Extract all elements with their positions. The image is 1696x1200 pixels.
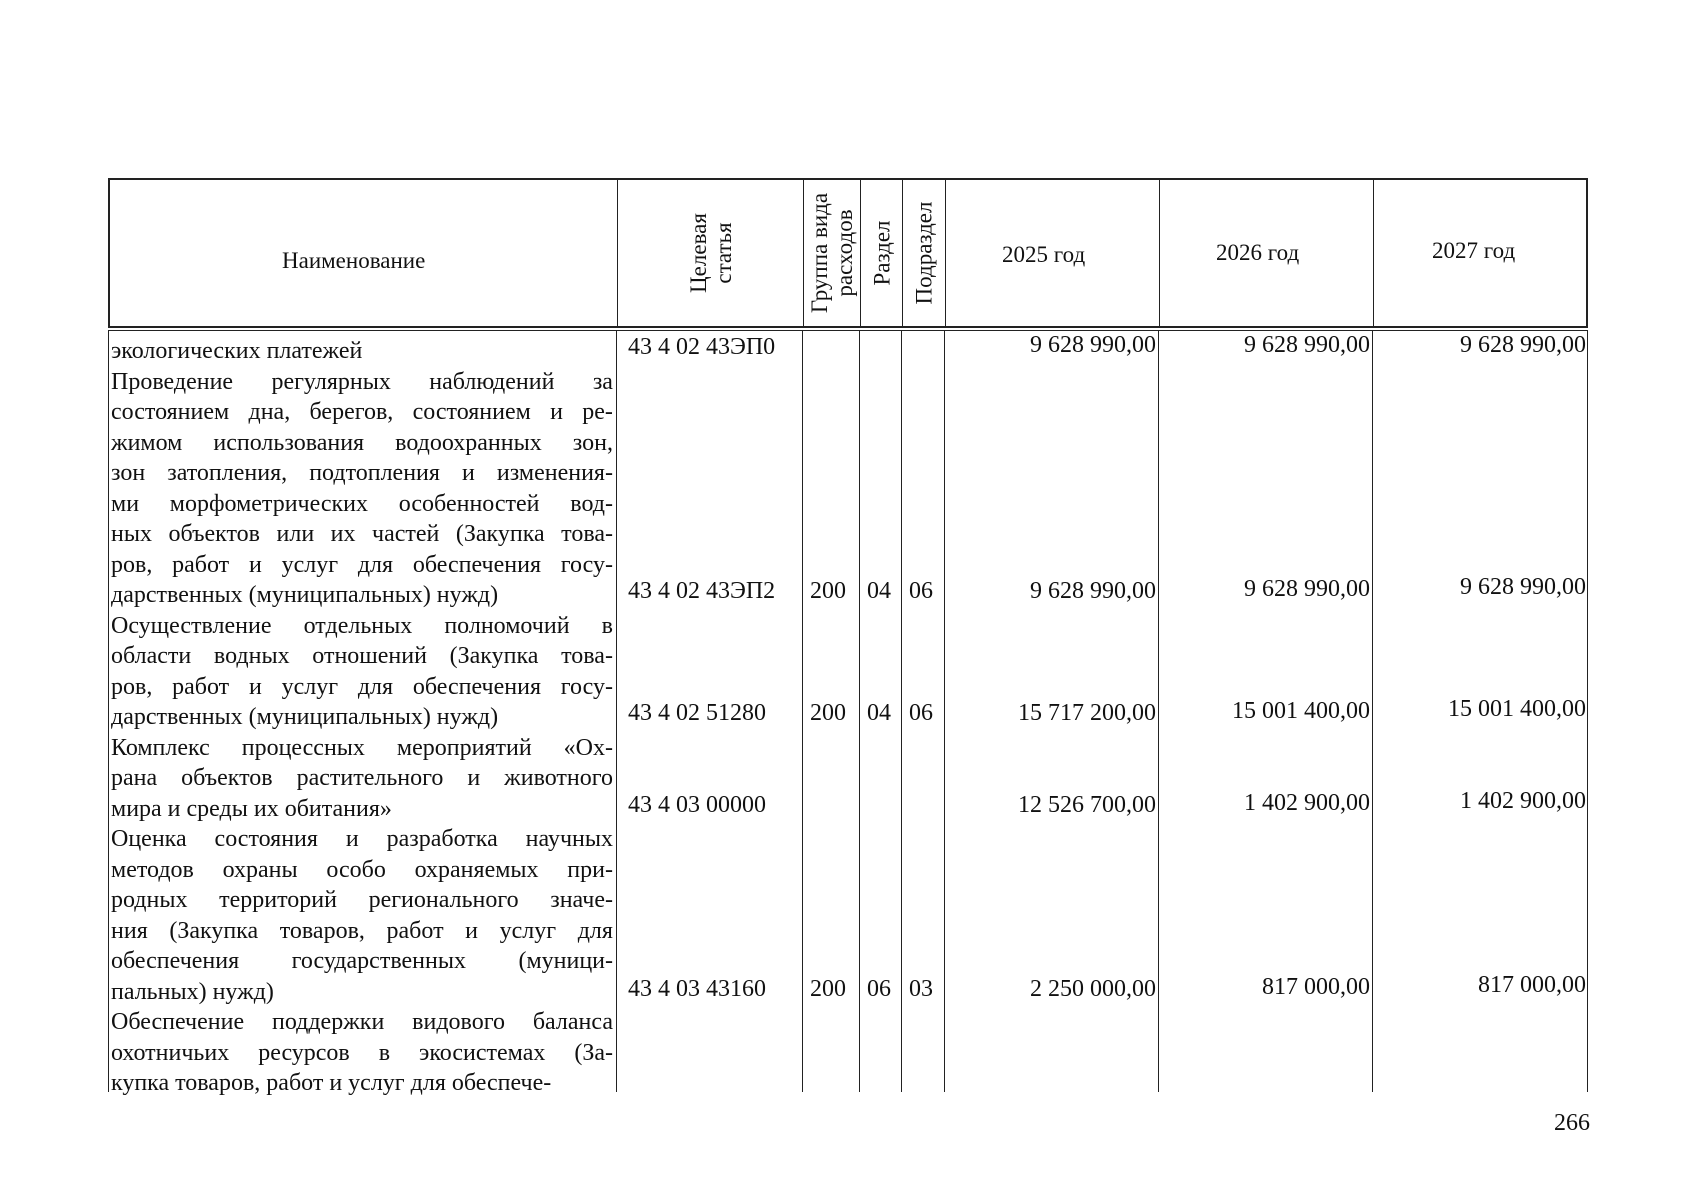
header-group-cell (804, 180, 861, 326)
row-name-line: Комплекс процессных мероприятий «Ох- (111, 734, 613, 761)
row-name-line: рана объектов растительного и животного (111, 765, 613, 791)
header-target-cell (618, 180, 804, 326)
table-row (111, 611, 613, 733)
row-name-line: ми морфометрических особенностей вод- (111, 490, 613, 517)
header-2026: 2026 год (1216, 240, 1300, 265)
header-subsection: Подраздел (911, 201, 937, 305)
row-group: 200 (810, 976, 846, 1002)
table-row (111, 367, 613, 611)
row-group: 200 (810, 700, 846, 726)
row-2027: 15 001 400,00 (1448, 696, 1586, 722)
table-row (111, 733, 613, 825)
row-subsection: 06 (909, 578, 933, 604)
row-2025: 9 628 990,00 (1030, 578, 1156, 604)
row-name-line: обеспечения государственных (муници- (111, 948, 613, 974)
header-name: Наименование (282, 248, 426, 273)
row-name-line: мира и среды их обитания» (111, 795, 392, 822)
table-row (111, 336, 613, 367)
table-row (111, 1007, 613, 1099)
row-name-line: дарственных (муниципальных) нужд) (111, 582, 499, 608)
row-2025: 15 717 200,00 (1018, 700, 1156, 726)
row-name-line: жимом использования водоохранных зон, (111, 429, 613, 456)
row-name-line: охотничьих ресурсов в экосистемах (За- (111, 1039, 613, 1066)
row-2026: 9 628 990,00 (1244, 576, 1370, 602)
row-code: 43 4 03 43160 (628, 976, 766, 1002)
table-row (111, 824, 613, 1007)
row-2025: 2 250 000,00 (1030, 976, 1156, 1002)
row-2026: 1 402 900,00 (1244, 790, 1370, 816)
row-name-line: Оценка состояния и разработка научных (111, 826, 613, 852)
row-code: 43 4 02 43ЭП2 (628, 578, 776, 604)
header-group: Группа вида расходов (807, 192, 857, 314)
row-2025: 9 628 990,00 (1030, 332, 1156, 358)
header-2026-cell (1160, 180, 1374, 326)
row-name-line: родных территорий регионального значе- (111, 887, 613, 913)
row-name-line: дарственных (муниципальных) нужд) (111, 704, 499, 730)
row-subsection: 03 (909, 976, 933, 1002)
table-header (108, 178, 1588, 328)
header-section-cell (861, 180, 903, 326)
row-2027: 817 000,00 (1478, 972, 1586, 998)
row-name-line: купка товаров, работ и услуг для обеспече- (111, 1070, 552, 1096)
row-name-line: ров, работ и услуг для обеспечения госу- (111, 673, 613, 700)
row-name-line: пальных) нужд) (111, 978, 274, 1005)
row-code: 43 4 02 51280 (628, 700, 766, 726)
header-2027-cell (1374, 180, 1590, 326)
row-name-line: ров, работ и услуг для обеспечения госу- (111, 551, 613, 578)
header-2027: 2027 год (1432, 238, 1516, 263)
header-section: Раздел (869, 220, 894, 286)
header-2025-cell (946, 180, 1160, 326)
row-2027: 9 628 990,00 (1460, 332, 1586, 358)
header-2025: 2025 год (1002, 242, 1086, 267)
row-name-line: состоянием дна, берегов, состоянием и ре- (111, 399, 613, 425)
page-number: 266 (1554, 1110, 1590, 1136)
row-name-line: Проведение регулярных наблюдений за (111, 368, 613, 395)
row-name-line: экологических платежей (111, 338, 363, 364)
row-name-line: ных объектов или их частей (Закупка това- (111, 521, 613, 547)
row-section: 04 (867, 578, 891, 604)
row-subsection: 06 (909, 700, 933, 726)
header-subsection-cell (903, 180, 946, 326)
row-name-line: Осуществление отдельных полномочий в (111, 612, 613, 639)
row-code: 43 4 03 00000 (628, 792, 766, 818)
row-name-line: Обеспечение поддержки видового баланса (111, 1009, 613, 1035)
row-name-line: зон затопления, подтопления и изменения- (111, 460, 613, 486)
row-code: 43 4 02 43ЭП0 (628, 334, 776, 360)
row-2025: 12 526 700,00 (1018, 792, 1156, 818)
row-group: 200 (810, 578, 846, 604)
row-2026: 9 628 990,00 (1244, 332, 1370, 358)
row-name-line: методов охраны особо охраняемых при- (111, 856, 613, 883)
row-2026: 15 001 400,00 (1232, 698, 1370, 724)
row-section: 06 (867, 976, 891, 1002)
row-2027: 9 628 990,00 (1460, 574, 1586, 600)
row-name-line: области водных отношений (Закупка това- (111, 643, 613, 669)
row-2027: 1 402 900,00 (1460, 788, 1586, 814)
header-target: Целевая статья (685, 213, 736, 293)
row-section: 04 (867, 700, 891, 726)
row-name-line: ния (Закупка товаров, работ и услуг для (111, 917, 613, 944)
header-name-cell (110, 180, 618, 326)
table-body (108, 330, 1588, 1096)
row-2026: 817 000,00 (1262, 974, 1370, 1000)
